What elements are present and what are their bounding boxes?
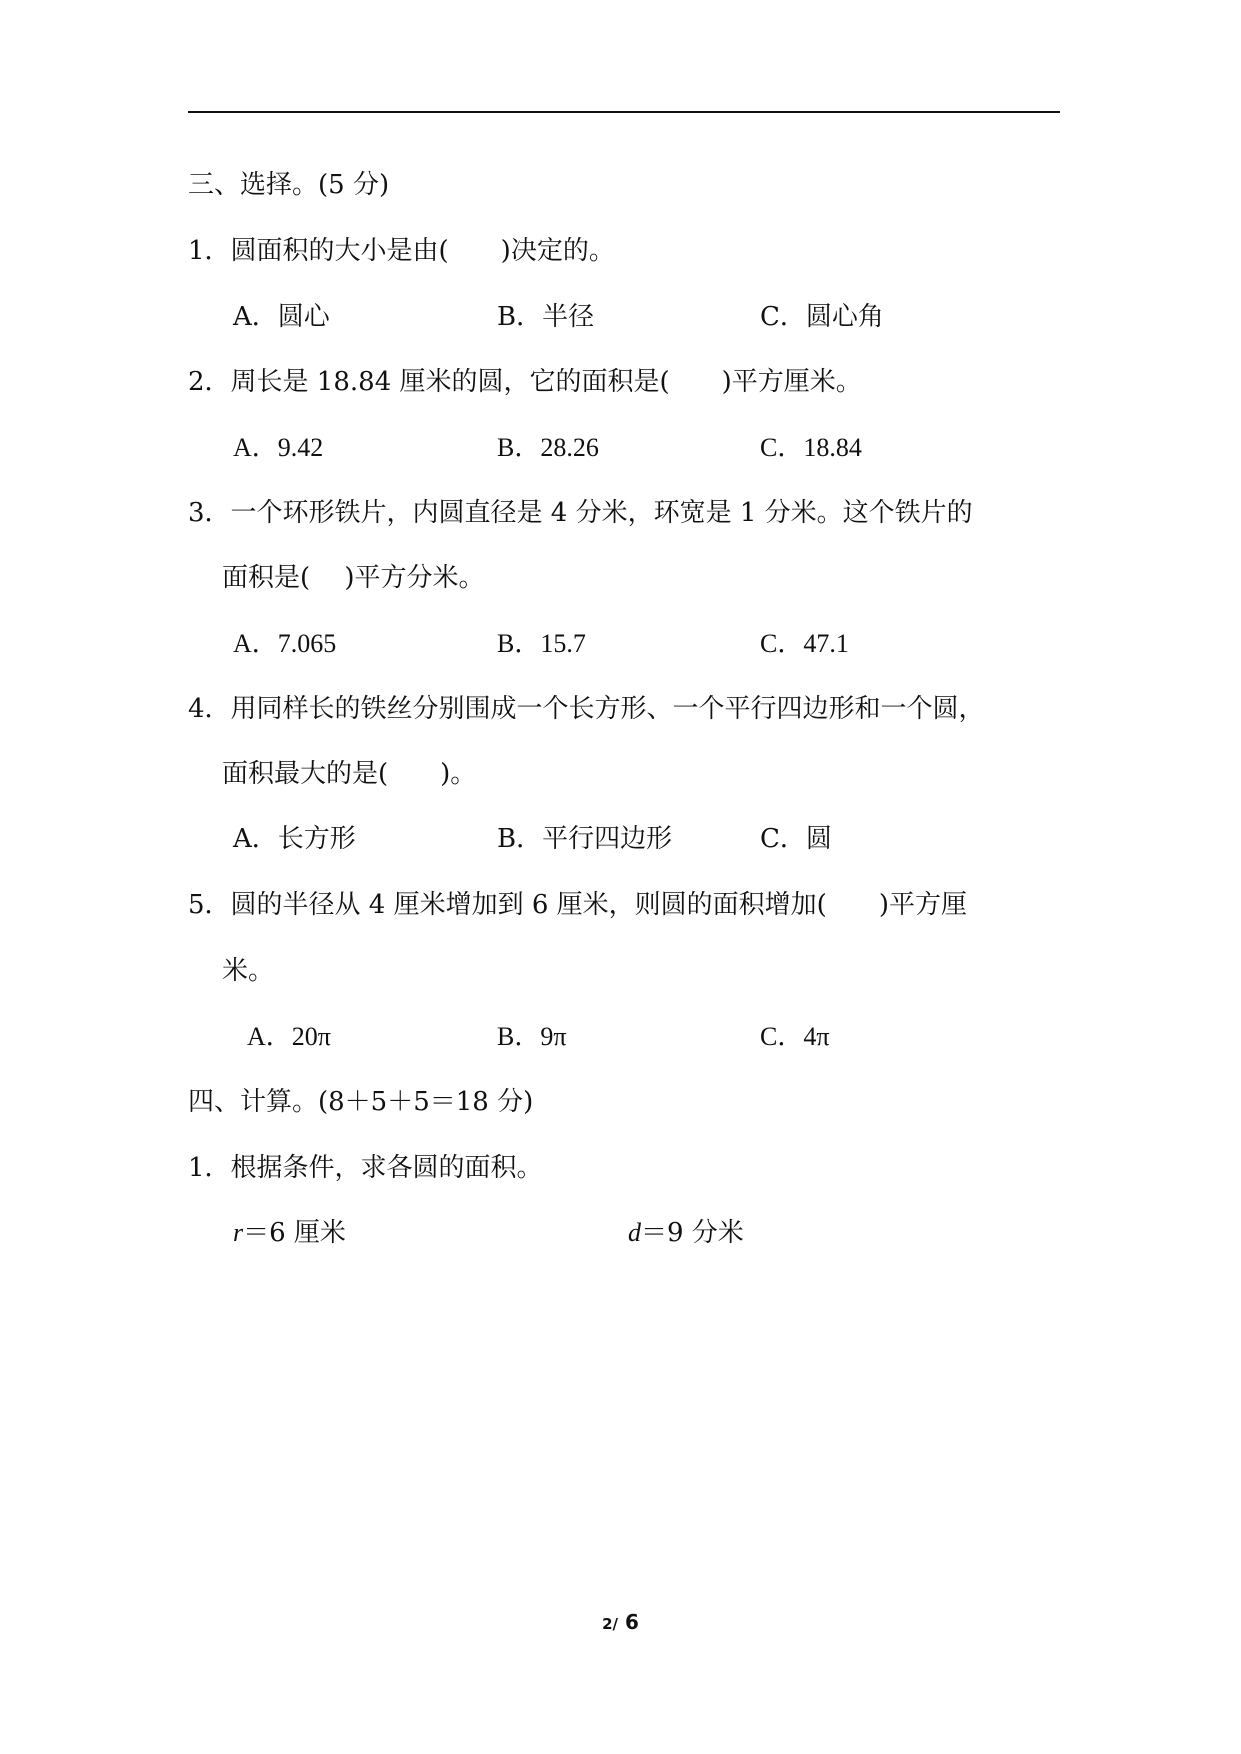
question-4-line-1: 4．用同样长的铁丝分别围成一个长方形、一个平行四边形和一个圆， — [188, 694, 985, 724]
question-5-line-2: 米。 — [222, 956, 275, 986]
question-3-line-2: 面积是( )平方分米。 — [222, 563, 485, 593]
question-5-line-1: 5．圆的半径从 4 厘米增加到 6 厘米，则圆的面积增加( )平方厘 — [188, 890, 967, 920]
question-3-line-1: 3．一个环形铁片，内圆直径是 4 分米，环宽是 1 分米。这个铁片的 — [188, 498, 973, 528]
q4-option-b: B．平行四边形 — [497, 824, 673, 854]
condition-diameter — [628, 1216, 744, 1250]
page-current: 2/ — [602, 1615, 619, 1633]
q5-option-c: C．4π — [760, 1022, 830, 1051]
q3-option-c: C．47.1 — [760, 629, 849, 658]
q2-option-a: A．9.42 — [233, 433, 324, 462]
q5-option-a: A．20π — [247, 1022, 331, 1051]
q3-option-a: A．7.065 — [233, 629, 337, 658]
page-total: 6 — [624, 1610, 639, 1634]
radius-value: ＝6 厘米 — [243, 1218, 346, 1248]
radius-variable: r — [233, 1218, 244, 1247]
diameter-variable: d — [628, 1218, 641, 1247]
q1-option-c: C．圆心角 — [760, 302, 884, 332]
q4-option-c: C．圆 — [760, 824, 832, 854]
q2-option-b: B．28.26 — [497, 433, 599, 462]
diameter-value: ＝9 分米 — [641, 1218, 744, 1248]
question-4-line-2: 面积最大的是( )。 — [222, 759, 477, 789]
question-2: 2．周长是 18.84 厘米的圆，它的面积是( )平方厘米。 — [188, 367, 862, 397]
section-title-calculation: 四、计算。(8＋5＋5＝18 分) — [188, 1087, 534, 1117]
question-1: 1．圆面积的大小是由( )决定的。 — [188, 236, 615, 266]
q4-option-a: A．长方形 — [233, 824, 356, 854]
header-rule — [188, 111, 1060, 113]
q5-option-b: B．9π — [497, 1022, 567, 1051]
q1-option-a: A．圆心 — [233, 302, 330, 332]
page-number — [0, 1610, 1241, 1634]
q2-option-c: C．18.84 — [760, 433, 862, 462]
section-title-choice: 三、选择。(5 分) — [188, 170, 390, 200]
condition-radius — [233, 1216, 346, 1250]
q3-option-b: B．15.7 — [497, 629, 586, 658]
calc-question-1: 1．根据条件，求各圆的面积。 — [188, 1153, 543, 1183]
q1-option-b: B．半径 — [497, 302, 595, 332]
